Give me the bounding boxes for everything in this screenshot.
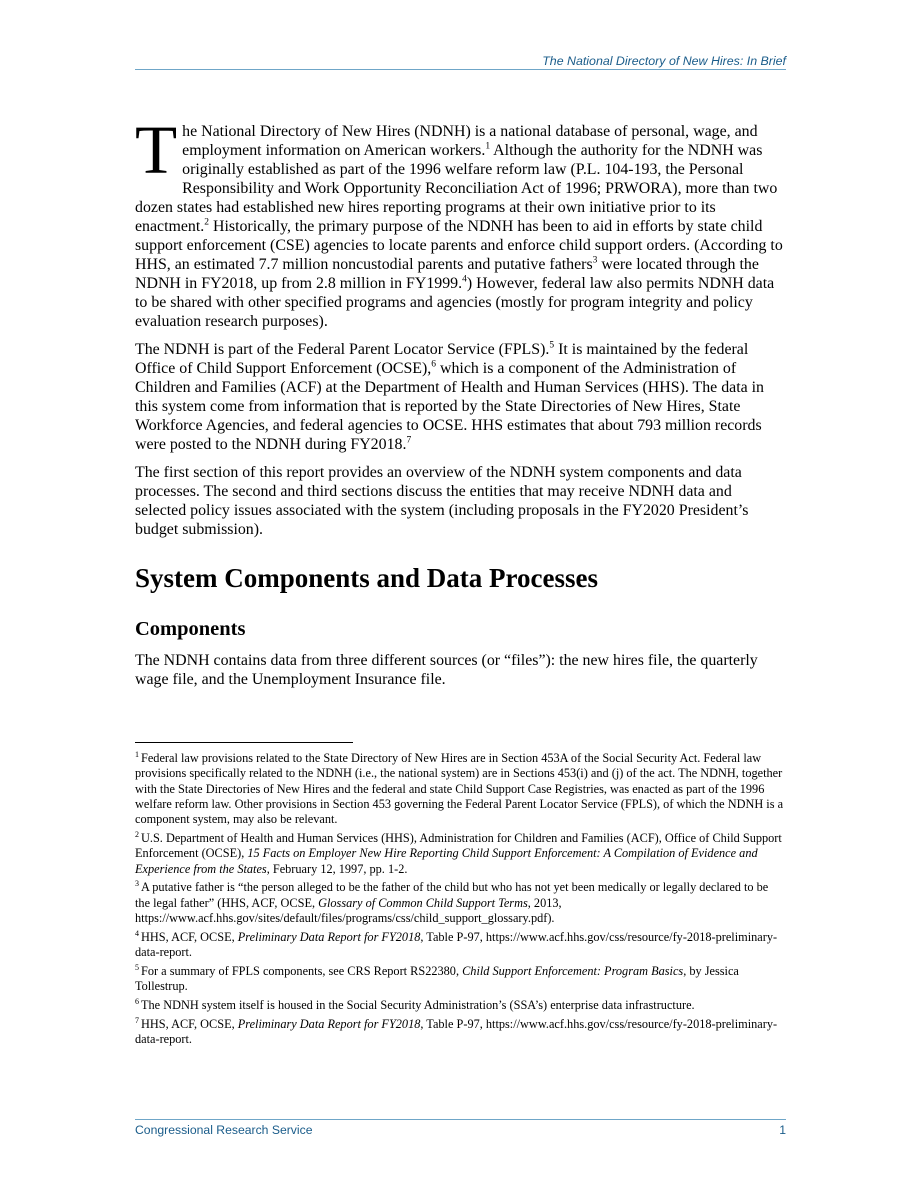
footnote-6: $^6$ The NDNH system itself is housed in the Social Security Administration’s (SSA’s) enterprise data infrastructure.: [135, 996, 695, 1012]
body-text: [135, 112, 786, 548]
footnote-ref-3[interactable]: 3: [592, 255, 598, 266]
footnote-4: $^4$ HHS, ACF, OCSE, Preliminary Data Report for FY2018, Table P-97, https://www.acf.hhs.gov/css/resource/fy-2018-preliminary-data-report.: [135, 928, 778, 960]
intro-paragraph-3: The first section of this report provides an overview of the NDNH system components and data processes. The second and third sections discuss the entities that may receive NDNH data and selected policy issues associated with the system (including proposals in the FY2020 President’s budget submission).: [135, 464, 749, 538]
footnote-3: $^3$ A putative father is “the person alleged to be the father of the child but who has not yet been medically or legally declared to be the legal father” (HHS, ACF, OCSE, Glossary of Common Child Support Terms, 2013, https://www.acf.hhs.gov/sites/default/files/programs/css/child_support_glossary.pdf).: [135, 879, 769, 925]
footer-rule: [135, 1119, 786, 1120]
page-number: 1: [779, 1123, 786, 1137]
footnote-2: $^2$ U.S. Department of Health and Human Services (HHS), Administration for Children and Families (ACF), Office of Child Support Enforcement (OCSE), 15 Facts on Employer New Hire Reporting Child Support Enforcement: A Compilation of Evidence and Experience from the States, February 12, 1997, pp. 1-2.: [135, 829, 782, 876]
footnote-1: $^1$ Federal law provisions related to the State Directory of New Hires are in Section 453A of the Social Security Act. Federal law provisions specifically related to the NDNH (i.e., the national system) are in Sections 453(i) and (j) of the act. The NDNH, together with the State Directories of New Hires and the federal and state Child Support Case Registries, was enacted as part of the 1996 welfare reform law. Other provisions in Section 453 governing the Federal Parent Locator Service (FPLS), of which the NDNH is a component system, may also be relevant.: [135, 749, 784, 827]
subsection-heading: Components: [135, 618, 246, 640]
footnote-7: $^7$ HHS, ACF, OCSE, Preliminary Data Report for FY2018, Table P-97, https://www.acf.hhs.gov/css/resource/fy-2018-preliminary-data-report.: [135, 1015, 778, 1047]
footer-publisher: Congressional Research Service: [135, 1123, 313, 1137]
drop-cap: T: [135, 112, 178, 188]
footnote-separator: [135, 742, 353, 743]
header-rule: [135, 69, 786, 70]
footnote-ref-7[interactable]: 7: [406, 435, 412, 446]
footnote-ref-2[interactable]: 2: [204, 217, 210, 228]
footnote-ref-4[interactable]: 4: [462, 274, 467, 285]
running-header-title: The National Directory of New Hires: In Brief: [542, 54, 786, 68]
components-paragraph: The NDNH contains data from three different sources (or “files”): the new hires file, the quarterly wage file, and the Unemployment Insurance file.: [135, 652, 758, 688]
footnotes: [135, 751, 786, 1051]
footnote-ref-6[interactable]: 6: [431, 359, 437, 370]
footnote-5: $^5$ For a summary of FPLS components, see CRS Report RS22380, Child Support Enforcement: Program Basics, by Jessica Tollestrup.: [135, 962, 739, 994]
section-heading: System Components and Data Processes: [135, 563, 598, 593]
footnote-ref-1[interactable]: 1: [485, 141, 491, 152]
intro-paragraph-2: The NDNH is part of the Federal Parent Locator Service (FPLS).$^5$ It is maintained by the federal Office of Child Support Enforcement (OCSE),$^6$ which is a component of the Administration of Children and Families (ACF) at the Department of Health and Human Services (HHS). The data in this system come from information that is reported by the State Directories of New Hires, State Workforce Agencies, and federal agencies to OCSE. HHS estimates that about 793 million records were posted to the NDNH during FY2018.$^7$: [135, 340, 764, 453]
intro-paragraph-1: The National Directory of New Hires (NDNH) is a national database of personal, wage, and employment information on American workers.$^1$ Although the authority for the NDNH was originally established as part of the 1996 welfare reform law (P.L. 104-193, the Personal Responsibility and Work Opportunity Reconciliation Act of 1996; PRWORA), more than two dozen states had established new hires reporting programs at their own initiative prior to its enactment.$^2$ Historically, the primary purpose of the NDNH has been to aid in efforts by state child support enforcement (CSE) agencies to locate parents and enforce child support orders. (According to HHS, an estimated 7.7 million noncustodial parents and putative fathers$^3$ were located through the NDNH in FY2018, up from 2.8 million in FY1999.$^4$) However, federal law also permits NDNH data to be shared with other specified programs and agencies (mostly for program integrity and policy evaluation research purposes).: [135, 112, 783, 330]
footnote-ref-5[interactable]: 5: [549, 340, 555, 351]
